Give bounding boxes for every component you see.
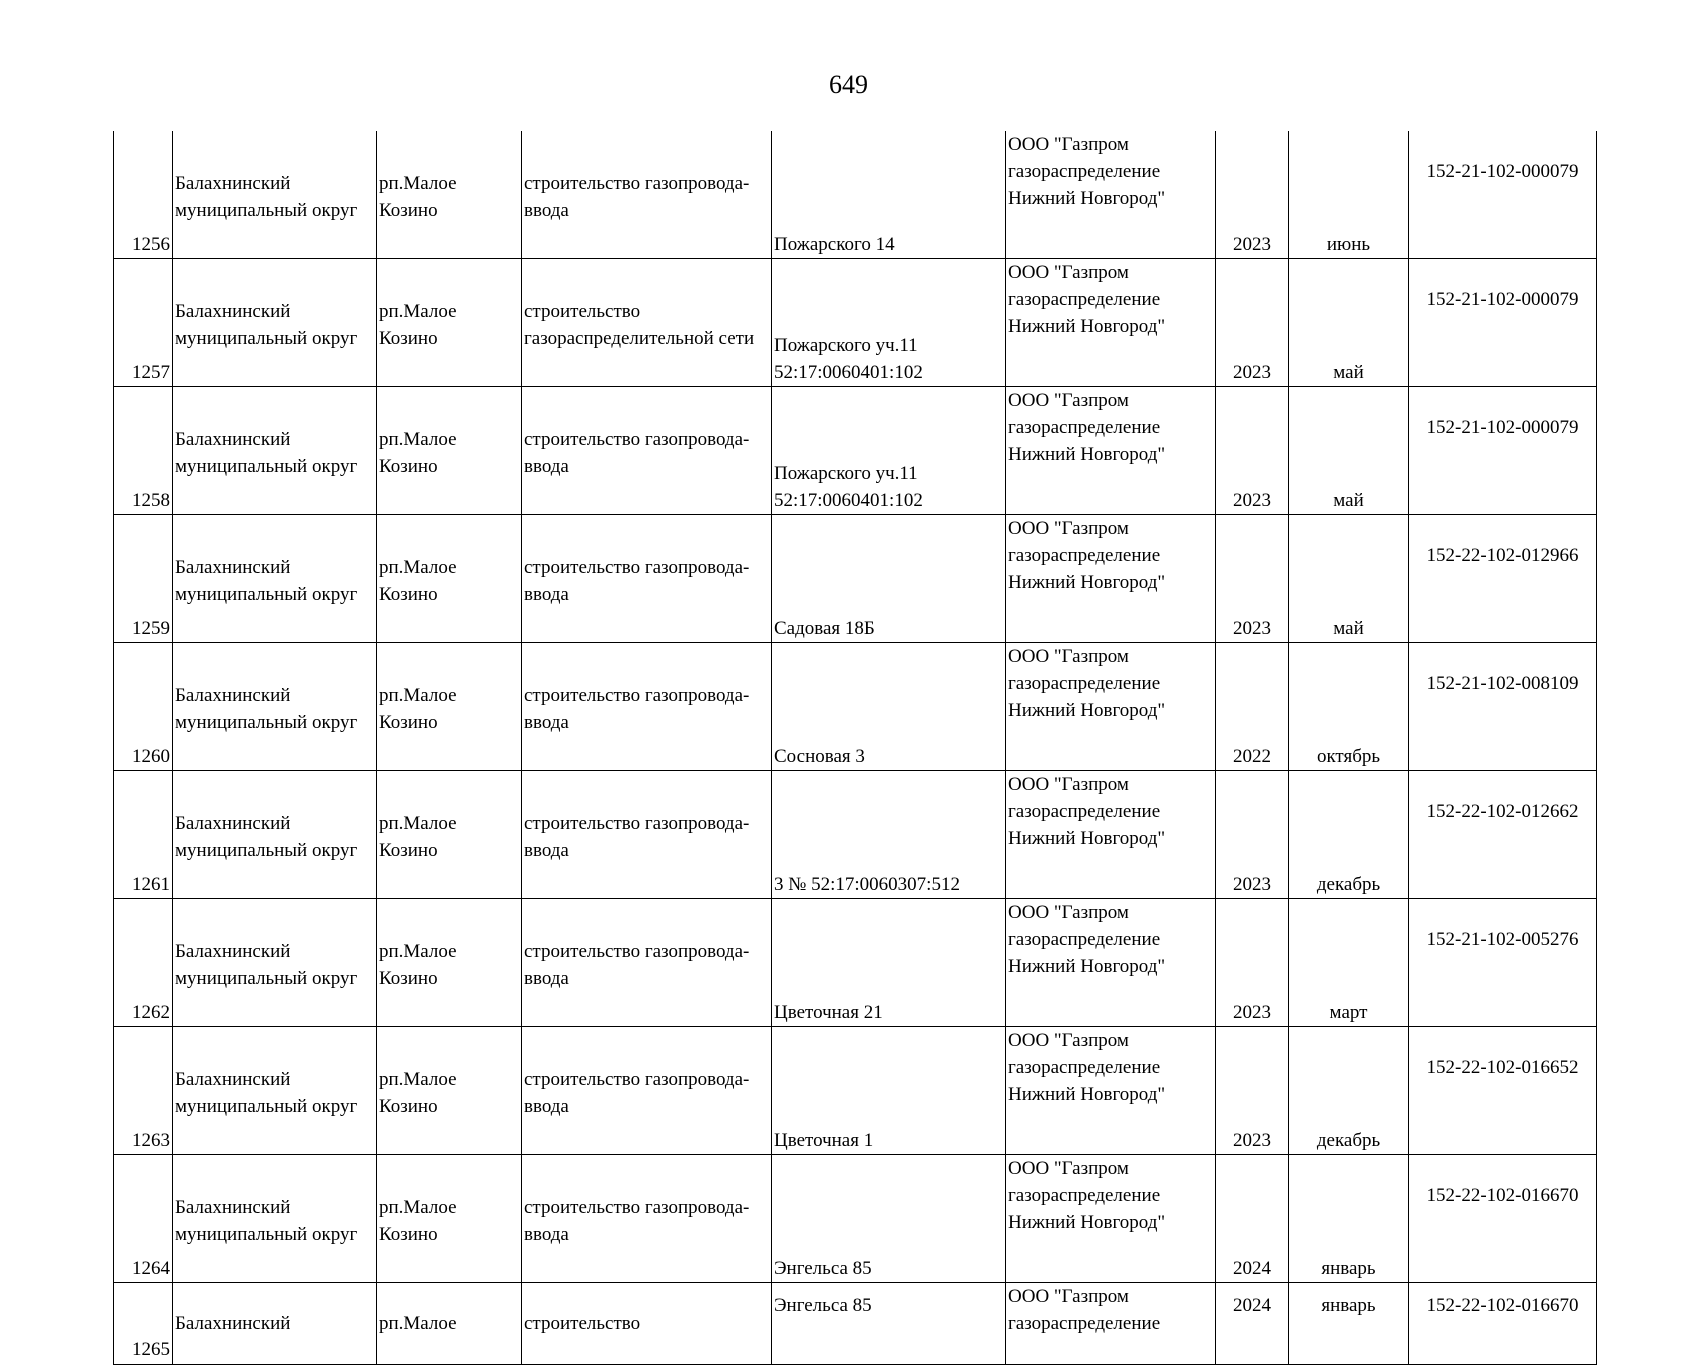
work-type-cell: строительство газопровода- ввода <box>522 387 772 515</box>
address-cell: Садовая 18Б <box>772 515 1006 643</box>
work-type-cell: строительство газопровода- ввода <box>522 1155 772 1283</box>
code-cell: 152-21-102-008109 <box>1409 643 1597 771</box>
code-cell: 152-21-102-000079 <box>1409 131 1597 259</box>
month-cell: декабрь <box>1289 771 1409 899</box>
district-cell: Балахнинский муниципальный округ <box>173 131 377 259</box>
row-number: 1257 <box>114 259 173 387</box>
organization-cell: ООО "Газпром газораспределение Нижний Новгород" <box>1006 771 1216 899</box>
work-type-cell: строительство газораспределительной сети <box>522 259 772 387</box>
table-row <box>114 1155 1597 1283</box>
organization-cell: ООО "Газпром газораспределение Нижний Новгород" <box>1006 131 1216 259</box>
address-cell: Цветочная 1 <box>772 1027 1006 1155</box>
year-cell: 2023 <box>1216 899 1289 1027</box>
district-cell: Балахнинский муниципальный округ <box>173 1027 377 1155</box>
month-cell: май <box>1289 387 1409 515</box>
year-cell: 2023 <box>1216 131 1289 259</box>
district-cell: Балахнинский муниципальный округ <box>173 259 377 387</box>
code-cell: 152-22-102-012966 <box>1409 515 1597 643</box>
code-cell: 152-22-102-012662 <box>1409 771 1597 899</box>
address-cell: Цветочная 21 <box>772 899 1006 1027</box>
row-number: 1261 <box>114 771 173 899</box>
organization-cell: ООО "Газпром газораспределение Нижний Новгород" <box>1006 515 1216 643</box>
code-cell: 152-21-102-000079 <box>1409 259 1597 387</box>
registry-table <box>113 131 1597 1365</box>
organization-cell: ООО "Газпром газораспределение Нижний Новгород" <box>1006 387 1216 515</box>
row-number: 1265 <box>114 1283 173 1365</box>
address-cell: Пожарского уч.11 52:17:0060401:102 <box>772 387 1006 515</box>
table-row <box>114 131 1597 259</box>
district-cell: Балахнинский муниципальный округ <box>173 643 377 771</box>
month-cell: январь <box>1289 1155 1409 1283</box>
district-cell: Балахнинский муниципальный округ <box>173 899 377 1027</box>
month-cell: январь <box>1289 1283 1409 1365</box>
locality-cell: рп.Малое Козино <box>377 1027 522 1155</box>
code-cell: 152-21-102-005276 <box>1409 899 1597 1027</box>
locality-cell: рп.Малое Козино <box>377 899 522 1027</box>
district-cell: Балахнинский муниципальный округ <box>173 771 377 899</box>
organization-cell: ООО "Газпром газораспределение Нижний Новгород" <box>1006 1027 1216 1155</box>
year-cell: 2024 <box>1216 1155 1289 1283</box>
organization-cell: ООО "Газпром газораспределение Нижний Новгород" <box>1006 643 1216 771</box>
month-cell: декабрь <box>1289 1027 1409 1155</box>
district-cell: Балахнинский муниципальный округ <box>173 387 377 515</box>
work-type-cell: строительство газопровода- ввода <box>522 643 772 771</box>
month-cell: март <box>1289 899 1409 1027</box>
month-cell: июнь <box>1289 131 1409 259</box>
address-cell: Пожарского уч.11 52:17:0060401:102 <box>772 259 1006 387</box>
year-cell: 2023 <box>1216 515 1289 643</box>
row-number: 1262 <box>114 899 173 1027</box>
work-type-cell: строительство <box>522 1283 772 1365</box>
address-cell: Пожарского 14 <box>772 131 1006 259</box>
table-body <box>114 131 1597 1365</box>
row-number: 1263 <box>114 1027 173 1155</box>
code-cell: 152-22-102-016670 <box>1409 1283 1597 1365</box>
locality-cell: рп.Малое <box>377 1283 522 1365</box>
organization-cell: ООО "Газпром газораспределение Нижний Новгород" <box>1006 899 1216 1027</box>
month-cell: май <box>1289 515 1409 643</box>
year-cell: 2024 <box>1216 1283 1289 1365</box>
organization-cell: ООО "Газпром газораспределение Нижний Новгород" <box>1006 1155 1216 1283</box>
district-cell: Балахнинский <box>173 1283 377 1365</box>
year-cell: 2023 <box>1216 259 1289 387</box>
work-type-cell: строительство газопровода- ввода <box>522 515 772 643</box>
work-type-cell: строительство газопровода- ввода <box>522 131 772 259</box>
row-number: 1258 <box>114 387 173 515</box>
district-cell: Балахнинский муниципальный округ <box>173 1155 377 1283</box>
locality-cell: рп.Малое Козино <box>377 643 522 771</box>
address-cell: Энгельса 85 <box>772 1155 1006 1283</box>
locality-cell: рп.Малое Козино <box>377 1155 522 1283</box>
address-cell: Энгельса 85 <box>772 1283 1006 1365</box>
table-row <box>114 387 1597 515</box>
year-cell: 2023 <box>1216 771 1289 899</box>
locality-cell: рп.Малое Козино <box>377 259 522 387</box>
code-cell: 152-22-102-016652 <box>1409 1027 1597 1155</box>
row-number: 1259 <box>114 515 173 643</box>
table-row <box>114 643 1597 771</box>
locality-cell: рп.Малое Козино <box>377 131 522 259</box>
work-type-cell: строительство газопровода- ввода <box>522 1027 772 1155</box>
organization-cell: ООО "Газпром газораспределение Нижний Новгород" <box>1006 259 1216 387</box>
year-cell: 2023 <box>1216 387 1289 515</box>
row-number: 1264 <box>114 1155 173 1283</box>
month-cell: октябрь <box>1289 643 1409 771</box>
year-cell: 2022 <box>1216 643 1289 771</box>
month-cell: май <box>1289 259 1409 387</box>
table-row <box>114 771 1597 899</box>
address-cell: 3 № 52:17:0060307:512 <box>772 771 1006 899</box>
organization-cell: ООО "Газпром газораспределение <box>1006 1283 1216 1365</box>
row-number: 1260 <box>114 643 173 771</box>
table-row <box>114 259 1597 387</box>
address-cell: Сосновая 3 <box>772 643 1006 771</box>
locality-cell: рп.Малое Козино <box>377 387 522 515</box>
row-number: 1256 <box>114 131 173 259</box>
table-row-last <box>114 1283 1597 1365</box>
work-type-cell: строительство газопровода- ввода <box>522 899 772 1027</box>
table-row <box>114 899 1597 1027</box>
code-cell: 152-22-102-016670 <box>1409 1155 1597 1283</box>
year-cell: 2023 <box>1216 1027 1289 1155</box>
table-row <box>114 515 1597 643</box>
page-number: 649 <box>829 70 868 99</box>
district-cell: Балахнинский муниципальный округ <box>173 515 377 643</box>
locality-cell: рп.Малое Козино <box>377 771 522 899</box>
code-cell: 152-21-102-000079 <box>1409 387 1597 515</box>
table-row <box>114 1027 1597 1155</box>
locality-cell: рп.Малое Козино <box>377 515 522 643</box>
work-type-cell: строительство газопровода- ввода <box>522 771 772 899</box>
